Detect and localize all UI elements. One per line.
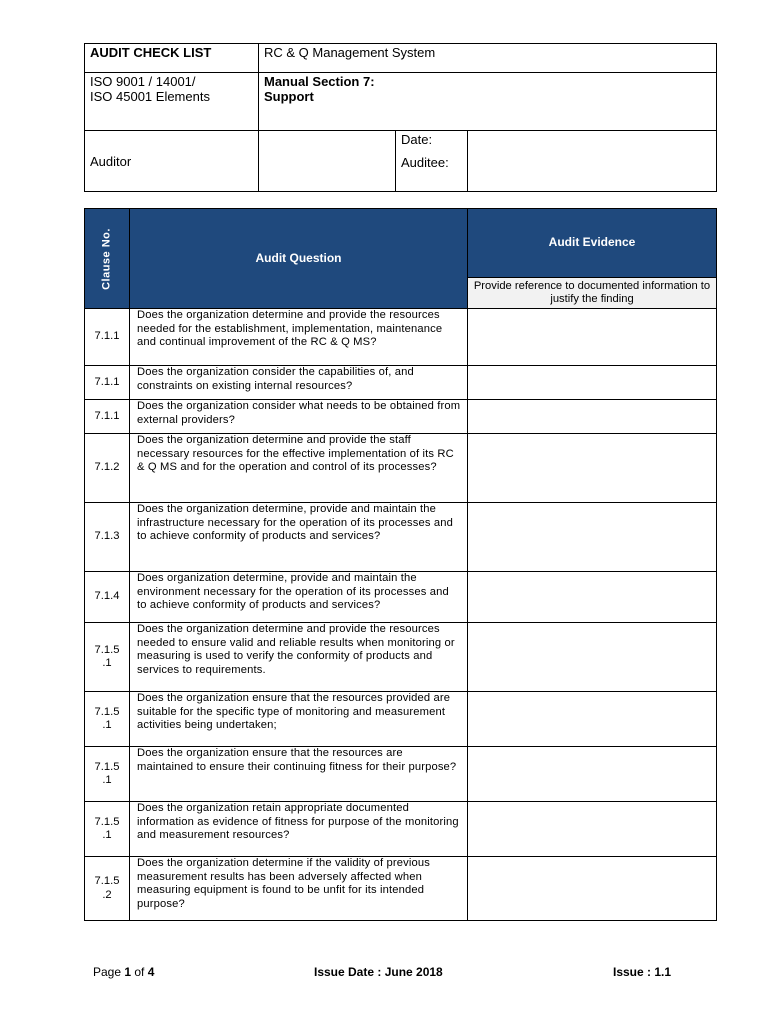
iso-line-1: ISO 9001 / 14001/ — [90, 74, 196, 89]
audit-evidence-subheader: Provide reference to documented information to justify the finding — [468, 278, 717, 309]
manual-line-1: Manual Section 7: — [264, 74, 375, 89]
table-row — [85, 366, 717, 400]
clause-number: 7.1.5 .1 — [85, 747, 130, 802]
audit-evidence-field[interactable] — [468, 802, 717, 857]
audit-evidence-field[interactable] — [468, 857, 717, 921]
clause-number: 7.1.5 .1 — [85, 692, 130, 747]
clause-number: 7.1.5 .1 — [85, 802, 130, 857]
iso-elements — [85, 73, 259, 131]
audit-question: Does organization determine, provide and maintain the environment necessary for the operation of its processes and to achieve conformity of products and services? — [130, 572, 468, 623]
date-label: Date: — [401, 132, 433, 147]
management-system-name: RC & Q Management System — [259, 44, 717, 73]
date-auditee-field[interactable] — [468, 131, 717, 192]
date-auditee-labels — [396, 131, 468, 192]
audit-evidence-field[interactable] — [468, 692, 717, 747]
page-prefix: Page — [93, 965, 125, 979]
clause-number: 7.1.3 — [85, 503, 130, 572]
table-row — [85, 503, 717, 572]
page-current: 1 — [124, 965, 132, 979]
audit-evidence-field[interactable] — [468, 400, 717, 434]
audit-question: Does the organization consider the capabilities of, and constraints on existing internal resources? — [130, 366, 468, 400]
clause-number: 7.1.5 .2 — [85, 857, 130, 921]
table-row — [85, 692, 717, 747]
audit-question: Does the organization determine if the validity of previous measurement results has been adversely affected when measuring equipment is found to be unfit for its intended purpose? — [130, 857, 468, 921]
audit-question: Does the organization ensure that the resources are maintained to ensure their continuing fitness for their purpose? — [130, 747, 468, 802]
audit-evidence-field[interactable] — [468, 572, 717, 623]
clause-number-header-label: Clause No. — [100, 227, 113, 290]
clause-number: 7.1.1 — [85, 309, 130, 366]
table-row — [85, 572, 717, 623]
manual-line-2: Support — [264, 89, 314, 104]
table-row — [85, 747, 717, 802]
iso-line-2: ISO 45001 Elements — [90, 89, 210, 104]
audit-question: Does the organization determine and provide the resources needed for the establishment, implementation, maintenance and continual improvement of the RC & Q MS? — [130, 309, 468, 366]
page-of: of — [131, 965, 148, 979]
clause-number: 7.1.5 .1 — [85, 623, 130, 692]
table-row — [85, 802, 717, 857]
audit-evidence-header: Audit Evidence — [468, 209, 717, 278]
audit-question-header: Audit Question — [130, 209, 468, 309]
issue-date: Issue Date : June 2018 — [314, 965, 443, 979]
table-row — [85, 309, 717, 366]
audit-evidence-field[interactable] — [468, 366, 717, 400]
audit-question: Does the organization ensure that the resources provided are suitable for the specific type of monitoring and measurement activities being undertaken; — [130, 692, 468, 747]
audit-evidence-field[interactable] — [468, 503, 717, 572]
audit-evidence-field[interactable] — [468, 309, 717, 366]
auditee-label: Auditee: — [401, 155, 449, 170]
clause-number-header — [85, 209, 130, 309]
checklist-title: AUDIT CHECK LIST — [85, 44, 259, 73]
table-row — [85, 623, 717, 692]
table-row — [85, 434, 717, 503]
audit-evidence-field[interactable] — [468, 747, 717, 802]
audit-question: Does the organization determine, provide and maintain the infrastructure necessary for the operation of its processes and to achieve conformity of products and services? — [130, 503, 468, 572]
table-row — [85, 857, 717, 921]
audit-header-table — [84, 43, 717, 192]
table-row — [85, 400, 717, 434]
clause-number: 7.1.4 — [85, 572, 130, 623]
page-total: 4 — [147, 965, 155, 979]
checklist-rows — [85, 309, 717, 921]
clause-number: 7.1.1 — [85, 366, 130, 400]
audit-evidence-field[interactable] — [468, 434, 717, 503]
clause-number: 7.1.1 — [85, 400, 130, 434]
audit-evidence-field[interactable] — [468, 623, 717, 692]
clause-number: 7.1.2 — [85, 434, 130, 503]
audit-question: Does the organization determine and provide the staff necessary resources for the effective implementation of its RC & Q MS and for the operation and control of its processes? — [130, 434, 468, 503]
audit-question: Does the organization consider what needs to be obtained from external providers? — [130, 400, 468, 434]
page-number — [93, 965, 154, 979]
audit-checklist-table — [84, 208, 717, 921]
audit-question: Does the organization retain appropriate documented information as evidence of fitness for purpose of the monitoring and measurement resources? — [130, 802, 468, 857]
auditor-field[interactable] — [259, 131, 396, 192]
audit-question: Does the organization determine and provide the resources needed to ensure valid and reliable results when monitoring or measuring is used to verify the conformity of products and services to requirements. — [130, 623, 468, 692]
issue-number: Issue : 1.1 — [613, 965, 672, 979]
manual-section — [259, 73, 717, 131]
auditor-label: Auditor — [85, 131, 259, 192]
